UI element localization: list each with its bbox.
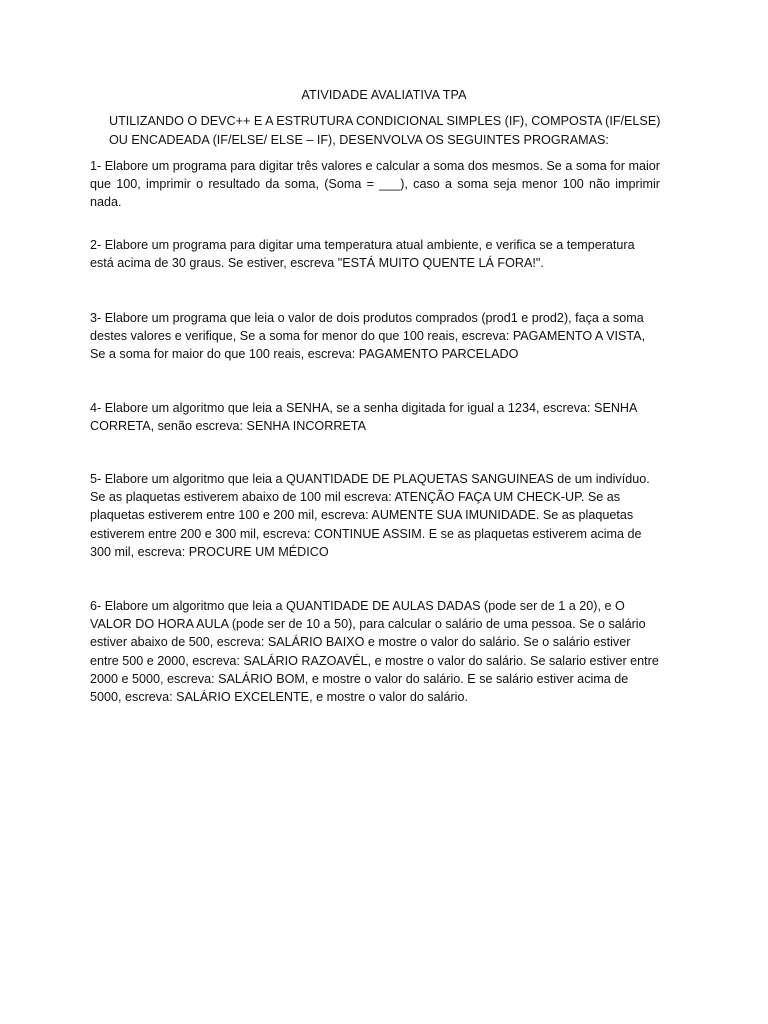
exercise-item-3: 3- Elabore um programa que leia o valor de dois produtos comprados (prod1 e prod2), faça a soma destes valores e verifique, Se a soma for menor do que 100 reais, escreva: PAGAMENTO A VISTA, Se a soma for maior do que 100 reais, escreva: PAGAMENTO PARCELADO bbox=[90, 311, 646, 362]
document-title: ATIVIDADE AVALIATIVA TPA bbox=[301, 88, 467, 102]
exercise-item-4: 4- Elabore um algoritmo que leia a SENHA, se a senha digitada for igual a 1234, escreva: SENHA CORRETA, senão escreva: SENHA INCORRETA bbox=[90, 401, 637, 434]
exercise-item-1: 1- Elabore um programa para digitar três valores e calcular a soma dos mesmos. Se a soma for maior que 100, imprimir o resultado da soma, (Soma = ___), caso a soma seja menor 100 não imprimir nada. bbox=[90, 159, 660, 210]
exercise-item-5: 5- Elabore um algoritmo que leia a QUANTIDADE DE PLAQUETAS SANGUINEAS de um indivíduo. Se as plaquetas estiverem abaixo de 100 mil escreva: ATENÇÃO FAÇA UM CHECK-UP. Se as plaquetas estiverem entre 100 e 200 mil, escreva: AUMENTE SUA IMUNIDADE. Se as plaquetas estiverem entre 200 e 300 mil, escreva: CONTINUE ASSIM. E se as plaquetas estiverem acima de 300 mil, escreva: PROCURE UM MÉDICO bbox=[90, 472, 650, 559]
exercise-item-6: 6- Elabore um algoritmo que leia a QUANTIDADE DE AULAS DADAS (pode ser de 1 a 20), e O VALOR DO HORA AULA (pode ser de 10 a 50), para calcular o salário de uma pessoa. Se o salário estiver abaixo de 500, escreva: SALÁRIO BAIXO e mostre o valor do salário. Se o salário estiver entre 500 e 2000, escreva: SALÁRIO RAZOAVÉL, e mostre o valor do salário. Se salario estiver entre 2000 e 5000, escreva: SALÁRIO BOM, e mostre o valor do salário. E se salário estiver acima de 5000, escreva: SALÁRIO EXCELENTE, e mostre o valor do salário. bbox=[90, 599, 659, 705]
exercise-item-2: 2- Elabore um programa para digitar uma temperatura atual ambiente, e verifica se a temperatura está acima de 30 graus. Se estiver, escreva "ESTÁ MUITO QUENTE LÁ FORA!". bbox=[90, 238, 635, 271]
document-instructions: UTILIZANDO O DEVC++ E A ESTRUTURA CONDICIONAL SIMPLES (IF), COMPOSTA (IF/ELSE) OU ENCADEADA (IF/ELSE/ ELSE – IF), DESENVOLVA OS SEGUINTES PROGRAMAS: bbox=[109, 114, 661, 147]
